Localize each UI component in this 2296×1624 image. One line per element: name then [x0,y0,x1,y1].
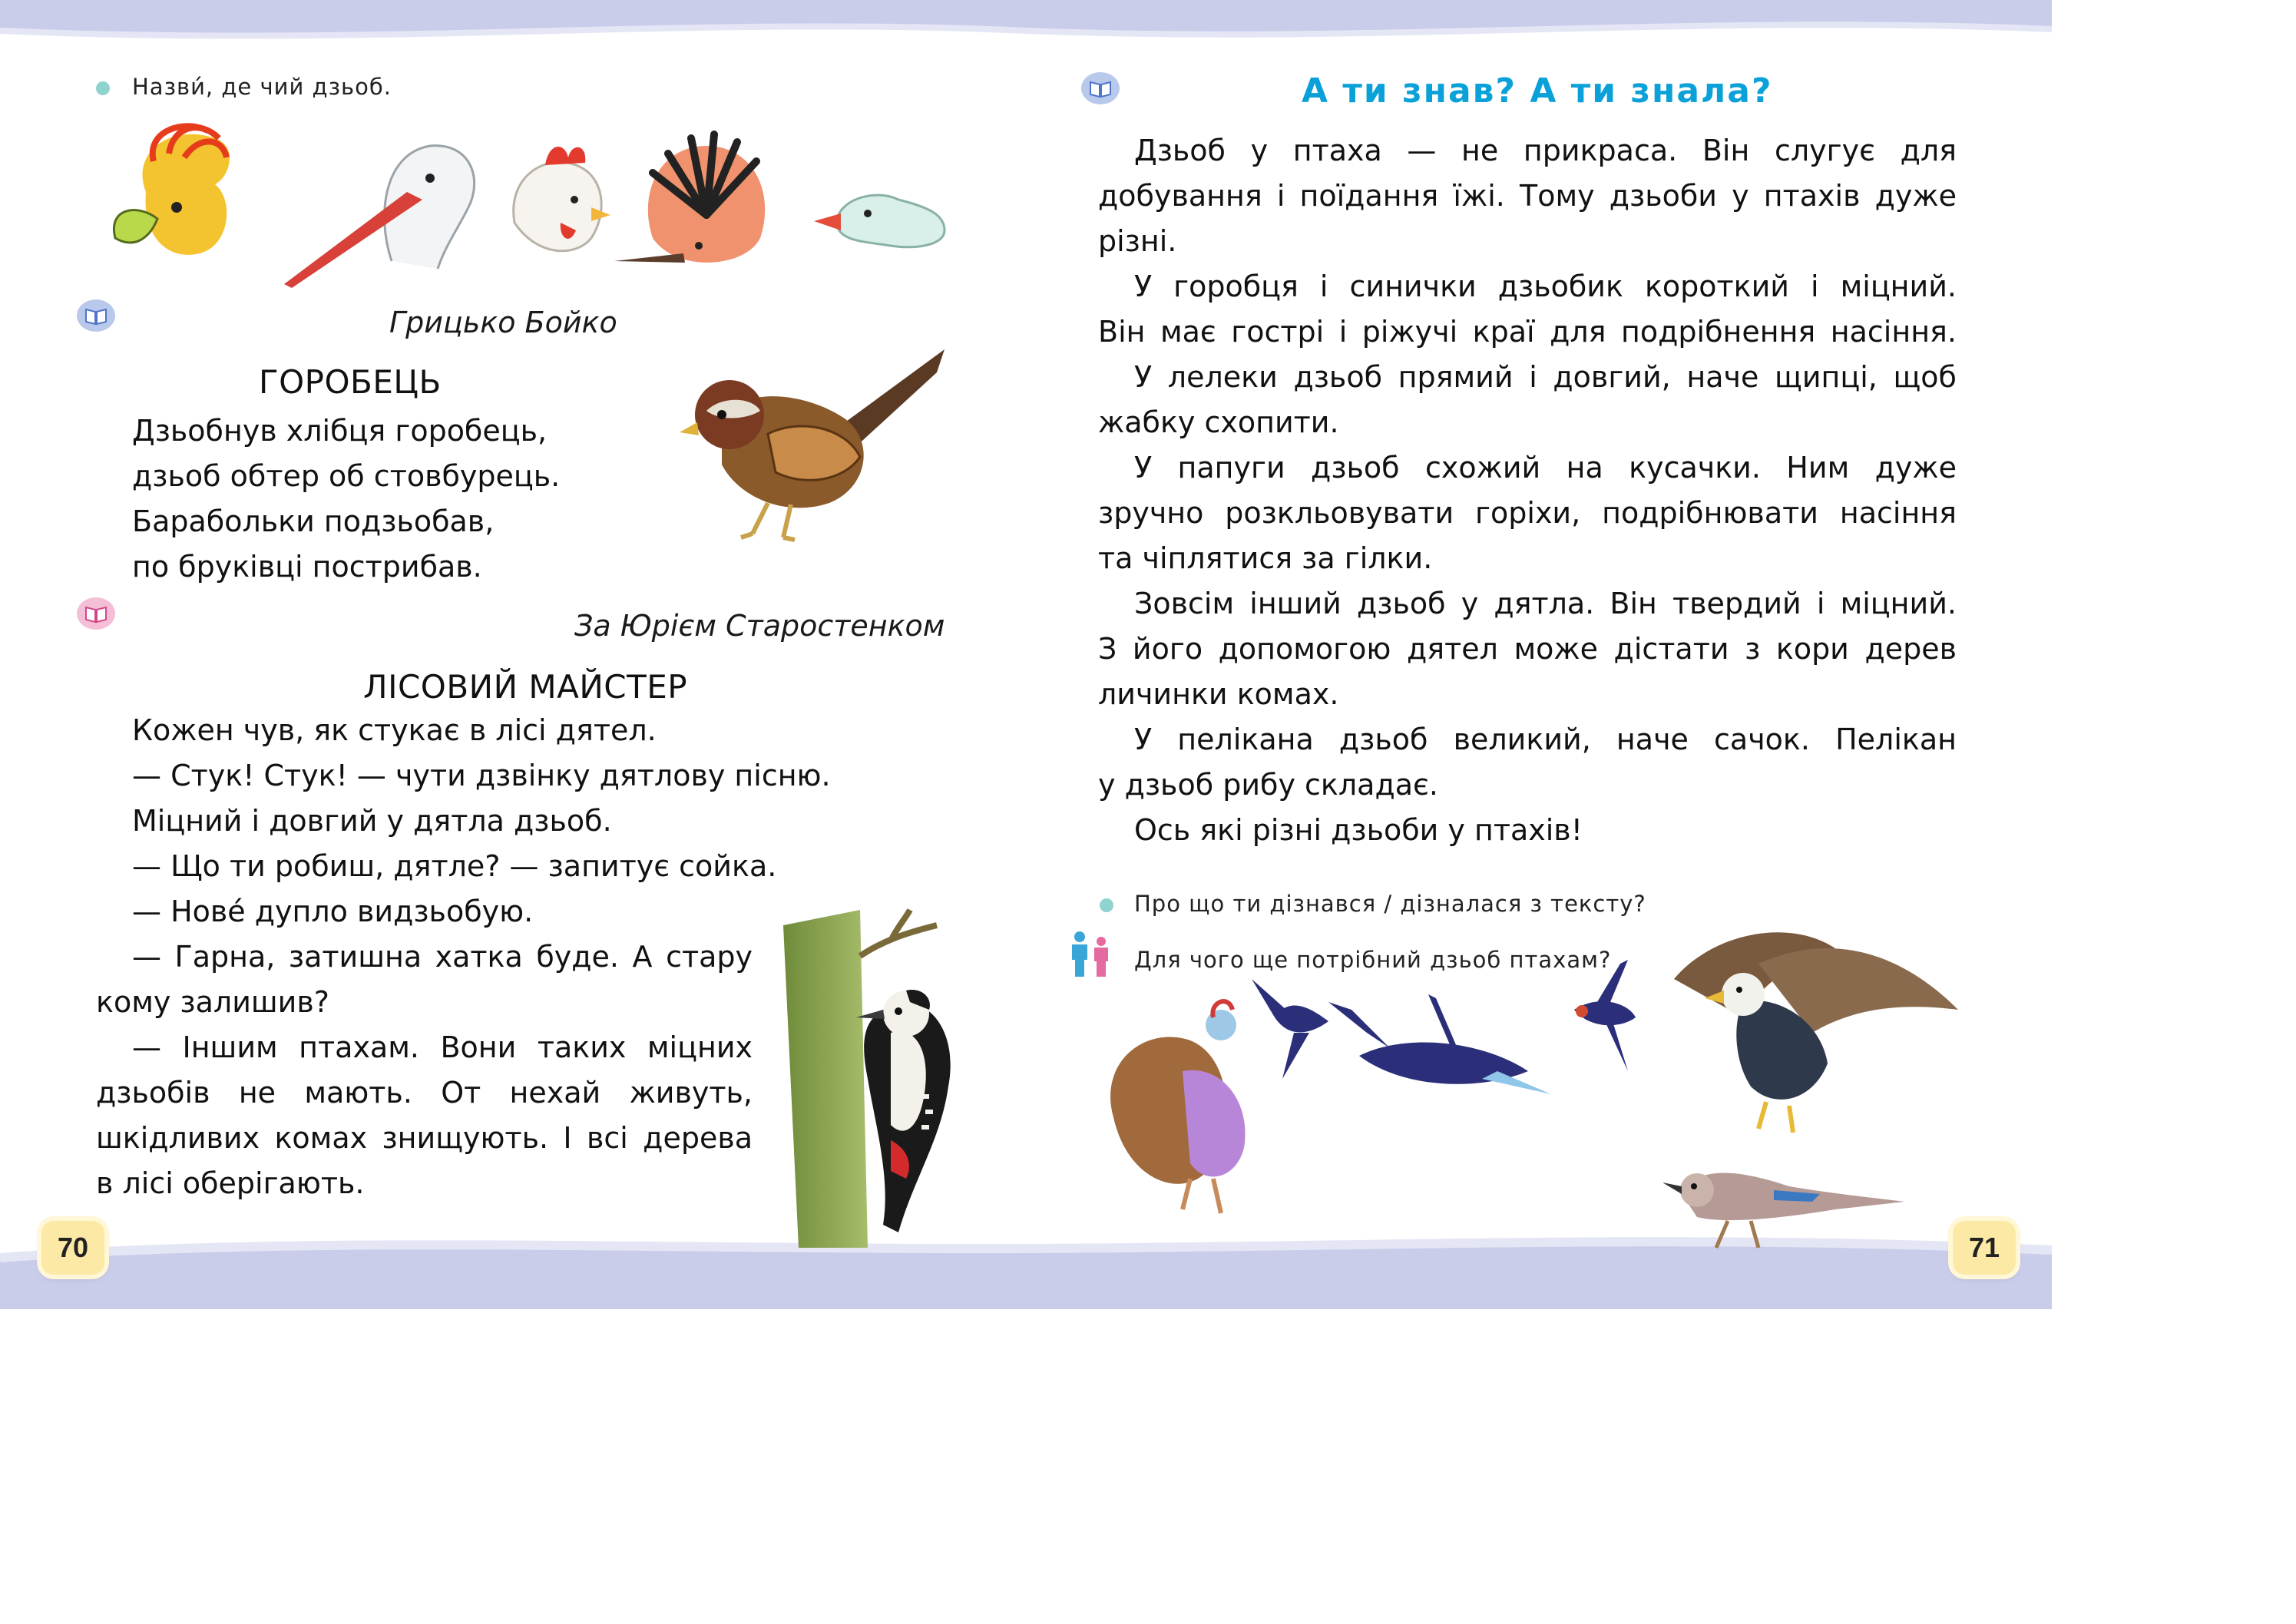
story-line: — Що ти робиш, дятле? — запитує сойка. [132,849,777,883]
poem-author: Грицько Бойко [389,306,617,339]
info-line: у дзьоб рибу складає. [1098,768,1438,802]
info-line: У папуги дзьоб схожий на кусачки. Ним дуже [1134,451,1957,485]
poem-line: Барабольки подзьобав, [132,504,495,538]
story-line: — Стук! Стук! — чути дзвінку дятлову пісню. [132,759,831,792]
info-line: Зовсім інший дзьоб у дятла. Він твердий і міцний. [1134,587,1957,620]
info-line: добування і поїдання їжі. Тому дзьоби у птахів дуже [1098,179,1957,213]
task-name-beaks: Назви́, де чий дзьоб. [132,74,392,100]
swallow-icon [1328,994,1551,1094]
info-line: Він має гострі і ріжучі краї для подрібнення насіння. [1098,315,1957,349]
poem-title: ГОРОБЕЦЬ [259,363,442,401]
story-line: — Гарна, затишна хатка буде. А стару [132,940,753,974]
hen-head-icon [514,147,610,251]
info-line: У пелікана дзьоб великий, наче сачок. Пелікан [1134,723,1957,756]
eagle-icon [1674,932,1958,1133]
sparrow-illustration [676,342,952,541]
story-narrow-block [96,934,753,1206]
story-line: в лісі оберігають. [96,1166,365,1200]
info-line: зручно розкльовувати горіхи, подрібнювати насіння [1098,496,1957,530]
info-line: Дзьоб у птаха — не прикраса. Він слугує для [1134,134,1957,167]
story-line: шкідливих комах знищують. І всі дерева [96,1121,753,1155]
right-page-title: А ти знав? А ти знала? [1302,71,1773,111]
story-title: ЛІСОВИЙ МАЙСТЕР [363,668,688,706]
poem-text [132,408,560,590]
swallow-icon [1574,960,1636,1071]
book-icon [77,597,115,630]
poem-line: Дзьобнув хлібця горобець, [132,414,548,448]
info-line: та чіплятися за гілки. [1098,541,1433,575]
page-number-left: 70 [41,1221,104,1275]
story-line: — Нове́ дупло видзьобую. [132,895,534,928]
info-line: Ось які різні дзьоби у птахів! [1134,813,1583,847]
story-author: За Юрієм Старостенком [574,609,945,643]
turkey-icon [1110,1001,1245,1213]
info-text [1098,128,1957,853]
birds-illustration [1098,918,1966,1255]
question-beak-purpose: Для чого ще потрібний дзьоб птахам? [1134,947,1612,973]
page-number-right: 71 [1953,1221,2016,1275]
story-line: — Іншим птахам. Вони таких міцних [132,1030,753,1064]
story-line: Міцний і довгий у дятла дзьоб. [132,804,612,838]
book-icon [1081,72,1120,104]
swallow-icon [1252,979,1328,1079]
info-line: У горобця і синички дзьобик короткий і міцний. [1134,270,1957,303]
parrot-head-icon [114,126,230,255]
top-wave-band [0,0,2052,49]
poem-line: по бруківці пострибав. [132,550,482,584]
bird-heads-illustration [100,123,952,299]
poem-line: дзьоб обтер об стовбурець. [132,459,561,493]
goose-head-icon [814,195,945,247]
stork-head-icon [284,146,475,288]
info-line: У лелеки дзьоб прямий і довгий, наче щипці, щоб [1134,360,1957,394]
info-line: різні. [1098,224,1177,258]
info-line: личинки комах. [1098,677,1339,711]
story-line: кому залишив? [96,985,329,1019]
hoopoe-head-icon [614,134,765,263]
info-line: З його допомогою дятел може дістати з кори дерев [1098,632,1957,666]
woodpecker-illustration [776,910,975,1248]
story-text [96,708,831,1206]
info-line: жабку схопити. [1098,405,1339,439]
book-icon [77,299,115,332]
jay-icon [1662,1173,1904,1249]
question-learned: Про що ти дізнався / дізналася з тексту? [1134,891,1646,917]
bullet-dot [1100,898,1113,912]
bullet-dot [96,81,110,95]
story-line: Кожен чув, як стукає в лісі дятел. [132,713,657,747]
story-line: дзьобів не мають. От нехай живуть, [96,1076,753,1110]
